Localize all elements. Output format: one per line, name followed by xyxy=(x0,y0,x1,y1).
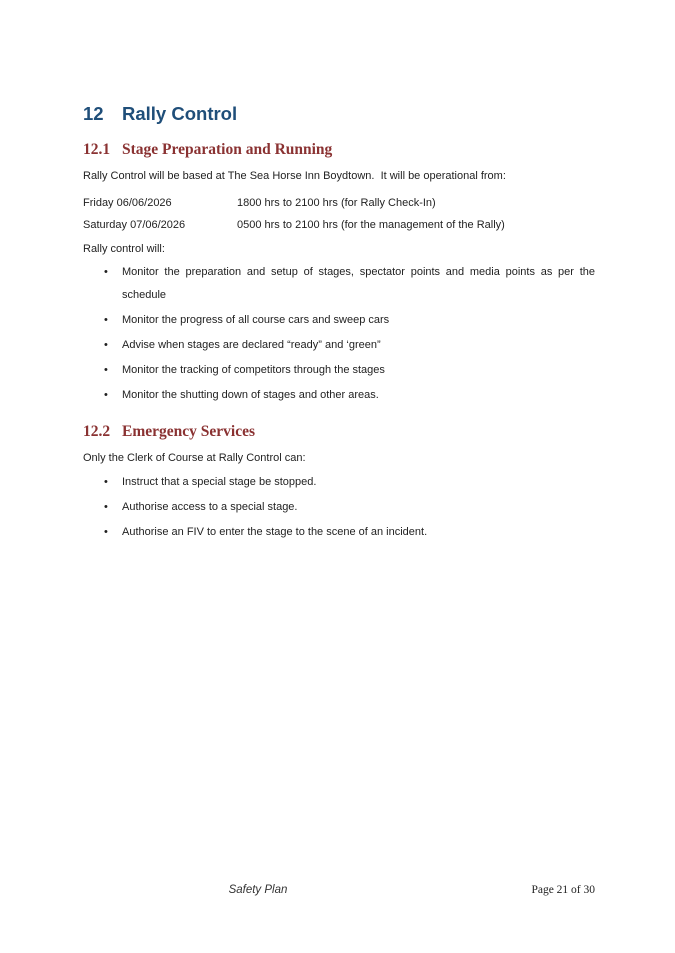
rally-control-duties-list xyxy=(83,261,595,407)
heading-stage-preparation xyxy=(83,140,595,159)
heading-number: 12 xyxy=(83,103,104,124)
operational-schedule xyxy=(83,196,595,232)
schedule-row-saturday xyxy=(83,218,595,232)
list-item: • Authorise access to a special stage. xyxy=(83,495,595,520)
subheading-title: Stage Preparation and Running xyxy=(122,141,333,158)
list-item: • Advise when stages are declared “ready” and ‘green” xyxy=(83,334,595,357)
clerk-of-course-powers-list xyxy=(83,470,595,545)
page-footer xyxy=(0,884,675,900)
list-item: • Monitor the progress of all course cars and sweep cars xyxy=(83,309,595,332)
list-item: • Authorise an FIV to enter the stage to the scene of an incident. xyxy=(83,520,595,545)
subheading-number: 12.1 xyxy=(83,141,111,158)
heading-rally-control xyxy=(83,103,595,125)
rally-control-lead: Rally control will: xyxy=(83,243,165,255)
page-content xyxy=(83,0,595,545)
schedule-day: Saturday 07/06/2026 xyxy=(83,219,186,231)
footer-page-number: Page 21 of 30 xyxy=(531,884,595,896)
footer-document-title: Safety Plan xyxy=(228,884,288,896)
subheading-number: 12.2 xyxy=(83,423,111,440)
list-item: • Monitor the preparation and setup of stages, spectator points and media points as per the schedule xyxy=(83,261,595,307)
schedule-row-friday xyxy=(83,196,595,210)
list-item: • Instruct that a special stage be stopped. xyxy=(83,470,595,495)
schedule-day: Friday 06/06/2026 xyxy=(83,197,172,209)
list-item: • Monitor the shutting down of stages and other areas. xyxy=(83,384,595,407)
heading-emergency-services xyxy=(83,422,595,441)
schedule-hours: 0500 hrs to 2100 hrs (for the management of the Rally) xyxy=(237,219,505,231)
schedule-hours: 1800 hrs to 2100 hrs (for Rally Check-In) xyxy=(237,197,436,209)
subheading-title: Emergency Services xyxy=(122,423,255,440)
intro-paragraph: Rally Control will be based at The Sea Horse Inn Boydtown. It will be operational from: xyxy=(83,170,506,182)
heading-title: Rally Control xyxy=(122,103,238,124)
emergency-services-lead: Only the Clerk of Course at Rally Control can: xyxy=(83,452,306,464)
list-item: • Monitor the tracking of competitors through the stages xyxy=(83,359,595,382)
